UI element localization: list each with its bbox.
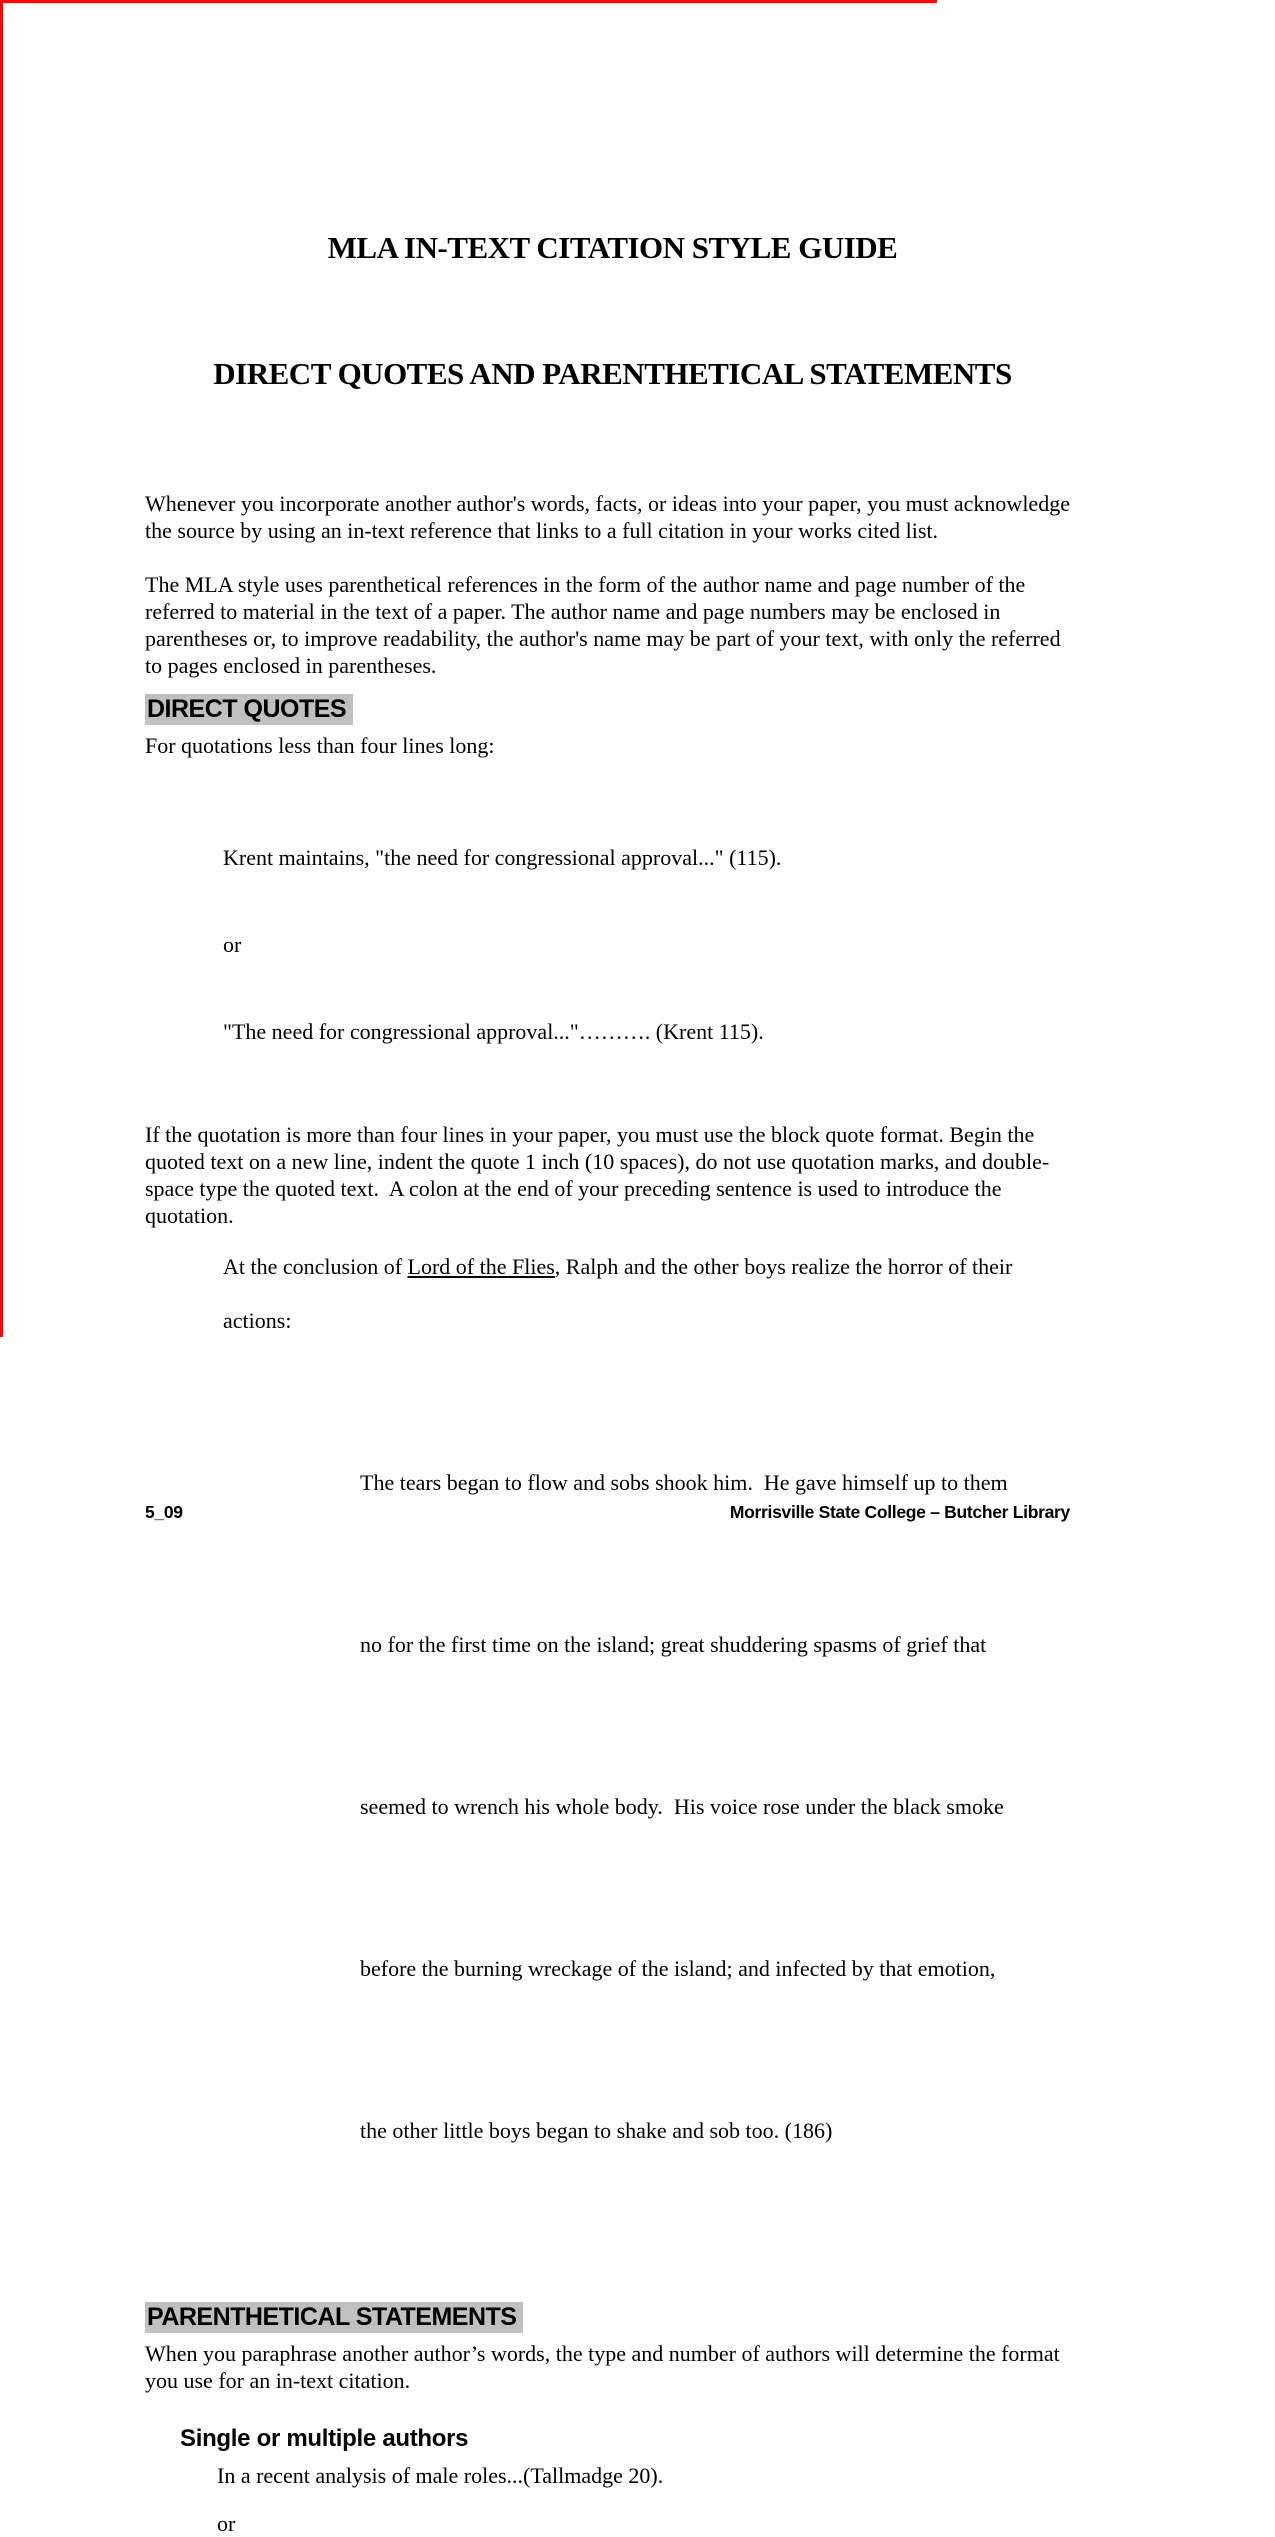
short-quote-example-block: [223, 785, 1080, 1104]
page-title: [145, 143, 1080, 479]
block-quote-line: seemed to wrench his whole body. His voice rose under the black smoke: [360, 1794, 1004, 1819]
parenthetical-statements-heading: PARENTHETICAL STATEMENTS: [145, 2302, 523, 2333]
short-quote-example-or: or: [223, 932, 242, 957]
page-content: [145, 143, 1080, 2537]
lead-in-text-after: , Ralph and the other boys realize the horror of their: [554, 1254, 1018, 1279]
parenthetical-paragraph: When you paraphrase another author’s words, the type and number of authors will determine the format you use for an in-text citation.: [145, 2341, 1066, 2393]
footer-institution: Morrisville State College – Butcher Library: [729, 1502, 1070, 1522]
direct-quotes-heading-row: [145, 679, 1080, 725]
single-or-multiple-authors-subheading: Single or multiple authors: [180, 2425, 469, 2452]
block-quote-line: before the burning wreckage of the island; and infected by that emotion,: [360, 1956, 996, 1981]
direct-quotes-heading: DIRECT QUOTES: [145, 694, 353, 725]
short-quote-example-line2: "The need for congressional approval..."………. (Krent 115).: [223, 1019, 764, 1044]
block-quote: [360, 1348, 1080, 2266]
parenthetical-example-or: or: [217, 2511, 236, 2536]
direct-quotes-intro-line: For quotations less than four lines long:: [145, 733, 495, 758]
block-quote-line: The tears began to flow and sobs shook him. He gave himself up to them: [360, 1470, 1008, 1495]
block-quote-rules-paragraph: If the quotation is more than four lines in your paper, you must use the block quote format. Begin the quoted text on a new line, indent the quote 1 inch (10 spaces), do not use quotation marks, and double-space type the quoted text. A colon at the end of your preceding sentence is used to introduce the quotation.: [145, 1122, 1050, 1228]
parenthetical-example-line: In a recent analysis of male roles...(Tallmadge 20).: [217, 2463, 664, 2488]
intro-paragraph-2: The MLA style uses parenthetical references in the form of the author name and page number of the referred to material in the text of a paper. The author name and page numbers may be enclosed in parentheses or, to improve readability, the author's name may be part of your text, with only the referred to pages enclosed in parentheses.: [145, 572, 1067, 678]
block-quote-line: no for the first time on the island; great shuddering spasms of grief that: [360, 1632, 987, 1657]
book-title-underlined: Lord of the Flies: [407, 1254, 555, 1279]
block-quote-lead-in: [223, 1240, 1080, 1348]
page-footer: [145, 1502, 1070, 1523]
lead-in-line2: actions:: [223, 1308, 292, 1333]
page-title-line1: MLA IN-TEXT CITATION STYLE GUIDE: [327, 230, 898, 265]
footer-version-code: 5_09: [145, 1502, 183, 1522]
intro-paragraph-1: Whenever you incorporate another author's words, facts, or ideas into your paper, you must acknowledge the source by using an in-text reference that links to a full citation in your works cited list.: [145, 491, 1076, 543]
short-quote-example-line1: Krent maintains, "the need for congressional approval..." (115).: [223, 845, 782, 870]
red-edge-line-top: [0, 0, 937, 3]
block-quote-line: the other little boys began to shake and sob too. (186): [360, 2118, 833, 2143]
page-title-line2: DIRECT QUOTES AND PARENTHETICAL STATEMENTS: [213, 356, 1012, 391]
lead-in-text-before: At the conclusion of: [223, 1254, 408, 1279]
parenthetical-heading-row: [145, 2302, 1080, 2333]
red-edge-line-left: [0, 0, 3, 1337]
